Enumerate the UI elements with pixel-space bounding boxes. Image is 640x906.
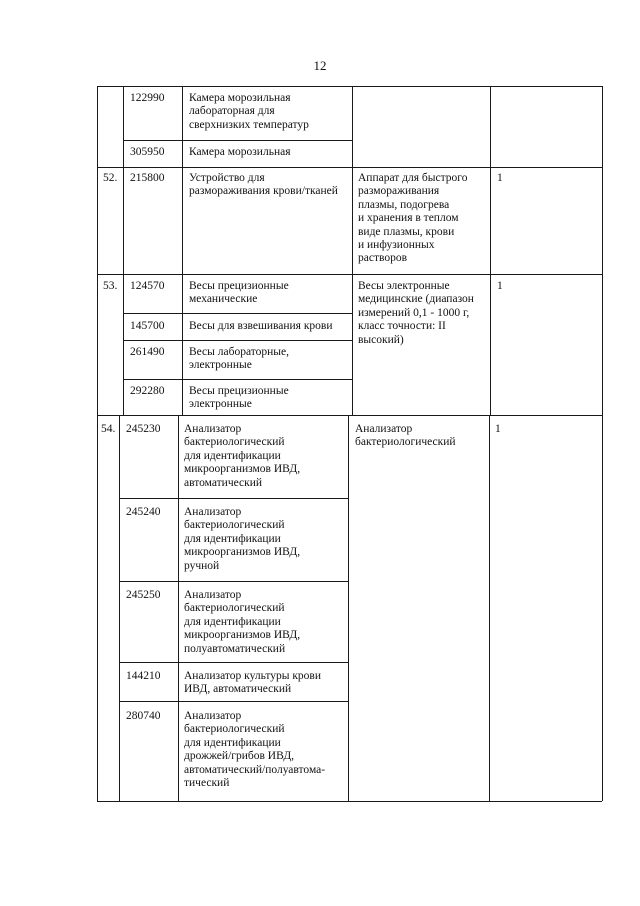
item-name: Камера морозильная (189, 146, 291, 158)
row-border (97, 801, 602, 802)
item-code: 245240 (126, 506, 161, 518)
row-border (119, 701, 348, 702)
description: Аппарат для быстрого размораживания плазмы, подогрева и хранения в теплом виде плазмы, крови и инфузионных растворов (358, 172, 468, 265)
row-border (119, 498, 348, 499)
column-border (123, 86, 124, 415)
item-name: Весы прецизионные электронные (189, 385, 289, 411)
item-code: 245230 (126, 423, 161, 435)
column-border (182, 86, 183, 415)
column-border (489, 415, 490, 801)
item-name: Устройство для размораживания крови/тканей (189, 172, 338, 198)
item-code: 261490 (130, 346, 165, 358)
item-code: 124570 (130, 280, 165, 292)
item-code: 215800 (130, 172, 165, 184)
item-name: Весы прецизионные механические (189, 280, 289, 306)
column-border (348, 415, 349, 801)
row-border (97, 86, 602, 87)
column-border (178, 415, 179, 801)
row-number: 54. (101, 423, 116, 435)
item-name: Анализатор бактериологический для идентификации микроорганизмов ИВД, ручной (184, 506, 301, 572)
item-name: Анализатор бактериологический для идентификации микроорганизмов ИВД, полуавтоматический (184, 589, 301, 655)
item-name: Анализатор культуры крови ИВД, автоматический (184, 670, 322, 696)
row-border (123, 379, 352, 380)
quantity: 1 (495, 423, 501, 435)
column-border (602, 86, 603, 801)
quantity: 1 (497, 172, 503, 184)
quantity: 1 (497, 280, 503, 292)
description: Весы электронные медицинские (диапазон измерений 0,1 - 1000 г, класс точности: II высокий) (358, 280, 474, 346)
item-code: 292280 (130, 385, 165, 397)
row-border (97, 167, 602, 168)
item-code: 305950 (130, 146, 165, 158)
row-border (119, 662, 348, 663)
column-border (490, 86, 491, 415)
column-border (97, 86, 98, 801)
item-code: 144210 (126, 670, 161, 682)
row-border (97, 415, 602, 416)
page-number: 12 (313, 58, 327, 73)
row-border (119, 581, 348, 582)
item-code: 280740 (126, 710, 161, 722)
item-name: Весы для взвешивания крови (189, 320, 333, 332)
item-code: 145700 (130, 320, 165, 332)
item-name: Анализатор бактериологический для идентификации дрожжей/грибов ИВД, автоматический/полуавтома- тический (184, 710, 326, 790)
row-border (123, 313, 352, 314)
description: Анализатор бактериологический (355, 423, 456, 449)
column-border (119, 415, 120, 801)
item-name: Весы лабораторные, электронные (189, 346, 290, 372)
row-number: 53. (103, 280, 118, 292)
item-code: 122990 (130, 92, 165, 104)
column-border (352, 86, 353, 415)
row-border (97, 274, 602, 275)
item-name: Камера морозильная лабораторная для сверхнизких температур (189, 92, 309, 131)
row-border (123, 140, 352, 141)
row-number: 52. (103, 172, 118, 184)
row-border (123, 340, 352, 341)
item-code: 245250 (126, 589, 161, 601)
item-name: Анализатор бактериологический для идентификации микроорганизмов ИВД, автоматический (184, 423, 301, 489)
